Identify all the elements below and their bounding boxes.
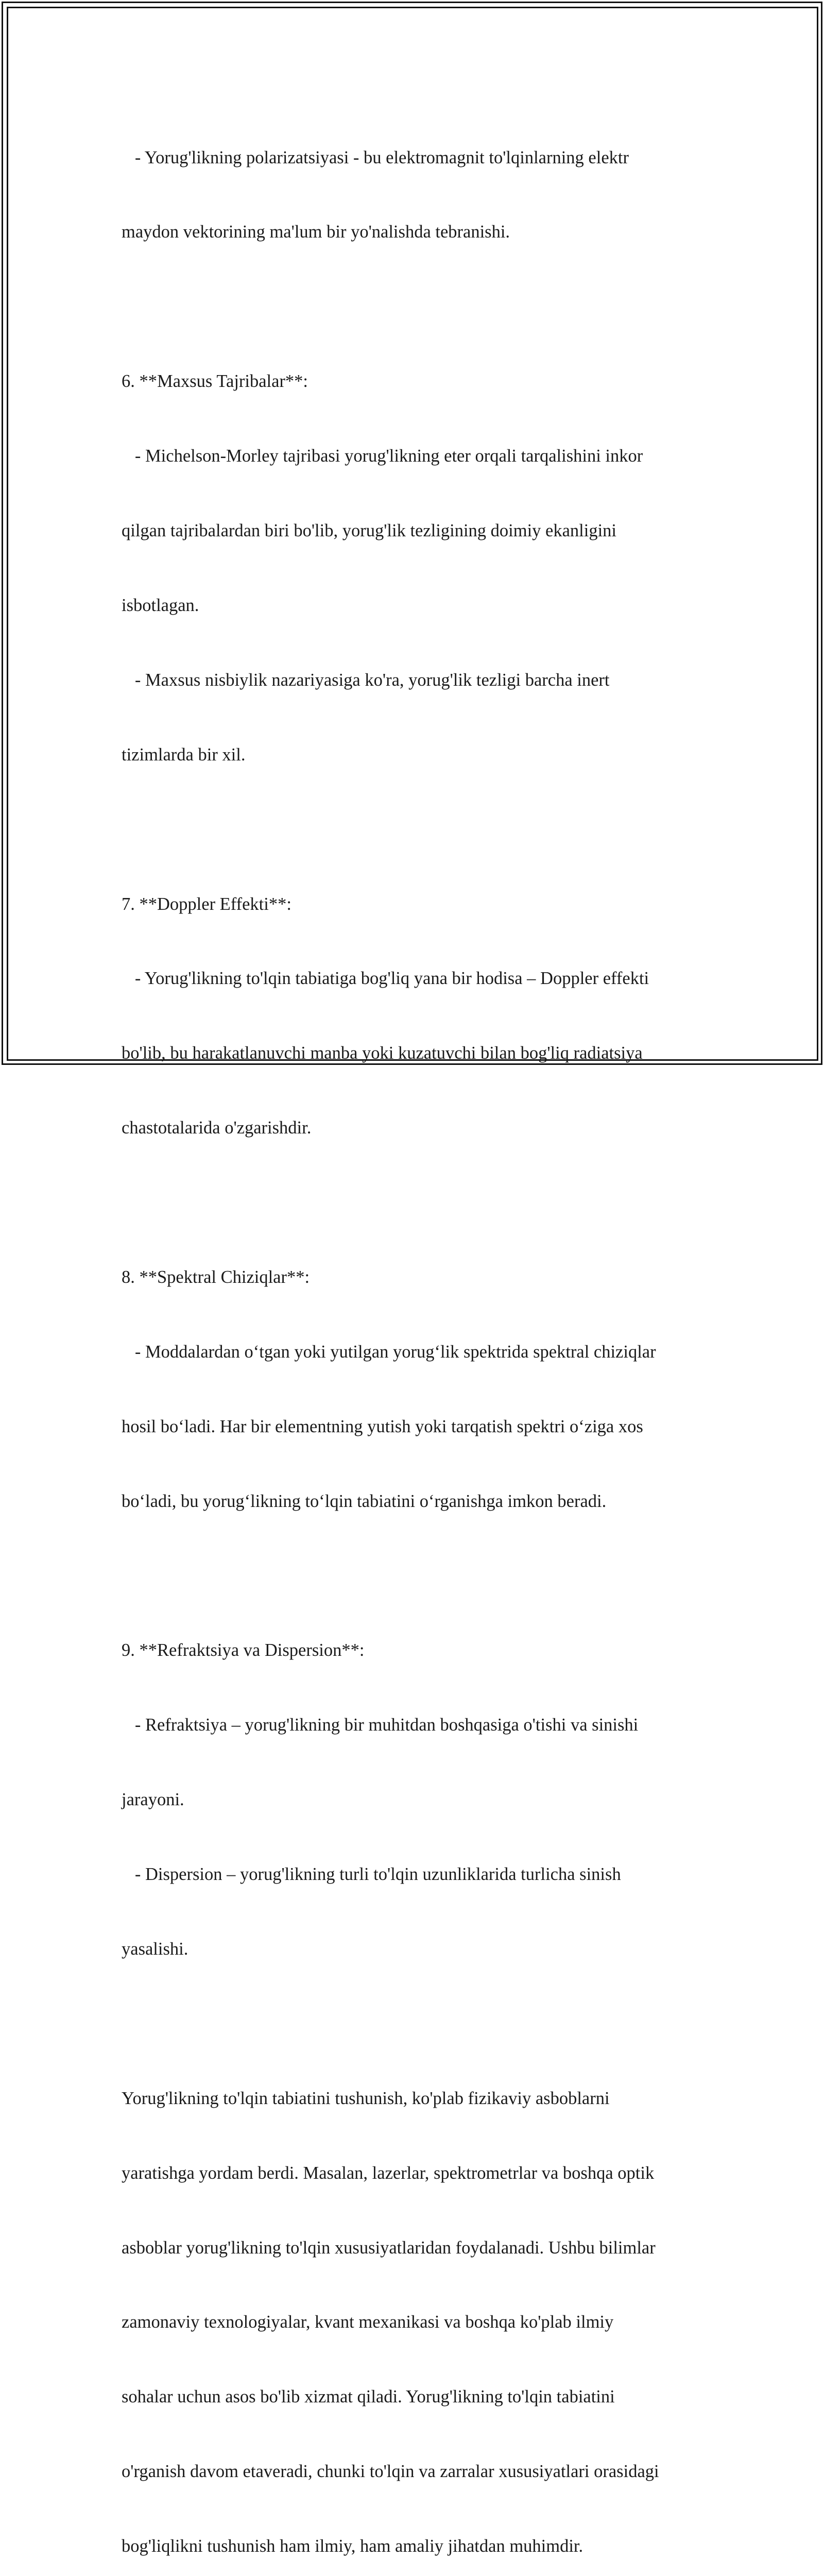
section-heading: 6. **Maxsus Tajribalar**: [122, 371, 308, 392]
text-line: - Yorug'likning to'lqin tabiatiga bog'liq yana bir hodisa – Doppler effekti [122, 969, 649, 989]
text-line: tizimlarda bir xil. [122, 744, 246, 765]
text-line: bog'liqlikni tushunish ham ilmiy, ham amaliy jihatdan muhimdir. [122, 2536, 583, 2556]
paragraph-gap [122, 817, 706, 842]
text-line: yasalishi. [122, 1939, 188, 1959]
text-line: - Maxsus nisbiylik nazariyasiga ko'ra, yorug'lik tezligi barcha inert [122, 670, 610, 690]
text-line: qilgan tajribalardan biri bo'lib, yorug'lik tezligining doimiy ekanligini [122, 521, 616, 541]
text-line: zamonaviy texnologiyalar, kvant mexanikasi va boshqa ko'plab ilmiy [122, 2312, 614, 2332]
section-heading: 9. **Refraktsiya va Dispersion**: [122, 1640, 365, 1660]
text-line: chastotalarida o'zgarishdir. [122, 1118, 312, 1138]
text-line: maydon vektorining ma'lum bir yo'nalishda tebranishi. [122, 222, 510, 242]
text-line: - Dispersion – yorug'likning turli to'lqin uzunliklarida turlicha sinish [122, 1865, 621, 1885]
text-line: - Refraktsiya – yorug'likning bir muhitdan boshqasiga o'tishi va sinishi [122, 1715, 639, 1735]
text-line: o'rganish davom etaveradi, chunki to'lqin va zarralar xususiyatlari orasidagi [122, 2462, 659, 2482]
section-heading: 7. **Doppler Effekti**: [122, 894, 291, 914]
section-heading: 8. **Spektral Chiziqlar**: [122, 1267, 310, 1287]
text-line: asboblar yorug'likning to'lqin xususiyatlaridan foydalanadi. Ushbu bilimlar [122, 2238, 656, 2258]
text-line: sohalar uchun asos bo'lib xizmat qiladi. Yorug'likning to'lqin tabiatini [122, 2387, 615, 2407]
paragraph-gap [122, 294, 706, 319]
text-line: yaratishga yordam berdi. Masalan, lazerlar, spektrometrlar va boshqa optik [122, 2163, 655, 2183]
text-line: isbotlagan. [122, 595, 199, 615]
text-line: - Moddalardan o‘tgan yoki yutilgan yorug‘lik spektrida spektral chiziqlar [122, 1342, 656, 1362]
text-line: - Yorug'likning polarizatsiyasi - bu elektromagnit to'lqinlarning elektr [122, 147, 629, 167]
text-line: hosil bo‘ladi. Har bir elementning yutish yoki tarqatish spektri o‘ziga xos [122, 1416, 643, 1436]
text-line: jarayoni. [122, 1790, 184, 1810]
paragraph-gap [122, 1564, 706, 1588]
text-line: bo‘ladi, bu yorug‘likning to‘lqin tabiatini o‘rganishga imkon beradi. [122, 1491, 607, 1511]
paragraph-gap [122, 1190, 706, 1215]
paragraph-gap [122, 2011, 706, 2036]
text-line: bo'lib, bu harakatlanuvchi manba yoki kuzatuvchi bilan bog'liq radiatsiya [122, 1043, 643, 1063]
text-line: Yorug'likning to'lqin tabiatini tushunish, ko'plab fizikaviy asboblarni [122, 2088, 610, 2108]
text-line: - Michelson-Morley tajribasi yorug'likning eter orqali tarqalishini inkor [122, 446, 643, 466]
document-body [122, 95, 706, 2576]
